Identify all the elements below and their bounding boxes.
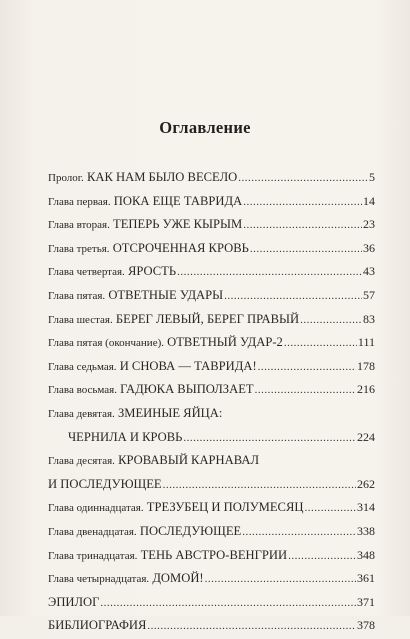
toc-entry-title: ТЕНЬ АВСТРО-ВЕНГРИИ — [140, 547, 288, 562]
toc-entry-prefix: Глава девятая. — [48, 407, 115, 420]
toc-entry-title: ТЕПЕРЬ УЖЕ КЫРЫМ — [113, 217, 243, 232]
toc-entry-title: ТРЕЗУБЕЦ И ПОЛУМЕСЯЦ — [146, 500, 304, 515]
toc-entry-prefix: Глава пятая (окончание). — [48, 337, 164, 350]
toc-entry-page: 348 — [357, 547, 375, 562]
toc-entry-title: ЧЕРНИЛА И КРОВЬ — [68, 429, 183, 444]
leader-dots — [177, 261, 362, 285]
toc-entry-prefix: Глава четырнадцатая. — [48, 573, 150, 586]
toc-entry-label — [48, 190, 242, 215]
toc-entry — [48, 426, 375, 450]
toc-entry-prefix: Глава десятая. — [48, 455, 115, 468]
toc-entry — [48, 237, 375, 261]
toc-entry — [48, 544, 375, 568]
toc-entry — [48, 591, 375, 615]
toc-entry-page: 36 — [363, 240, 375, 255]
toc-entry — [48, 213, 375, 237]
toc-entry-label — [48, 402, 222, 427]
toc-entry-label — [48, 213, 242, 238]
toc-entry-label — [48, 496, 303, 521]
leader-dots — [205, 568, 356, 592]
toc-entry — [48, 284, 375, 308]
leader-dots — [163, 474, 356, 498]
toc-entry-label — [48, 520, 241, 545]
leader-dots — [250, 238, 362, 262]
leader-dots — [304, 497, 356, 521]
leader-dots — [238, 167, 368, 191]
toc-entry-page: 262 — [357, 476, 375, 491]
toc-entry-title: БИБЛИОГРАФИЯ — [48, 618, 147, 633]
toc-entry-prefix: Глава шестая. — [48, 313, 113, 326]
toc-entry-page: 338 — [357, 523, 375, 538]
table-of-contents — [48, 166, 375, 638]
leader-dots — [255, 379, 356, 403]
toc-entry-page: 178 — [357, 358, 375, 373]
leader-dots — [243, 191, 362, 215]
toc-entry-prefix: Глава четвертая. — [48, 266, 125, 279]
toc-entry-prefix: Глава третья. — [48, 242, 110, 255]
toc-entry-prefix: Глава седьмая. — [48, 360, 117, 373]
toc-entry-title: ОТСРОЧЕННАЯ КРОВЬ — [112, 240, 249, 255]
leader-dots — [284, 332, 357, 356]
leader-dots — [258, 356, 356, 380]
toc-entry-label — [48, 591, 99, 616]
toc-entry-prefix: Пролог. — [48, 172, 84, 184]
toc-entry-page: 216 — [357, 382, 375, 397]
leader-dots — [243, 214, 362, 238]
toc-entry-label — [48, 378, 254, 403]
toc-entry-prefix: Глава тринадцатая. — [48, 549, 138, 562]
toc-entry — [48, 449, 375, 473]
toc-entry-prefix: Глава первая. — [48, 195, 111, 208]
leader-dots — [224, 285, 362, 309]
toc-entry — [48, 378, 375, 402]
page-title: Оглавление — [159, 118, 251, 137]
toc-entry-title: КАК НАМ БЫЛО ВЕСЕЛО — [86, 170, 238, 184]
toc-entry-page: 83 — [363, 311, 375, 326]
toc-entry — [48, 355, 375, 379]
toc-entry-label — [48, 237, 249, 262]
toc-entry-page: 371 — [357, 594, 375, 609]
toc-entry — [48, 473, 375, 497]
toc-entry — [48, 331, 375, 355]
toc-entry-title: ОТВЕТНЫЕ УДАРЫ — [108, 287, 224, 302]
toc-entry-label — [48, 166, 237, 191]
toc-entry-page: 14 — [363, 193, 375, 208]
toc-entry-page: 314 — [357, 500, 375, 515]
leader-dots — [288, 545, 356, 569]
toc-entry-page: 43 — [363, 264, 375, 279]
toc-entry-label — [48, 331, 283, 356]
toc-entry — [48, 402, 375, 426]
toc-entry — [48, 260, 375, 284]
toc-entry-prefix: Глава пятая. — [48, 289, 106, 302]
toc-entry-page: 361 — [357, 571, 375, 586]
toc-entry-label — [48, 567, 204, 592]
leader-dots — [147, 615, 356, 639]
toc-entry-prefix: Глава одиннадцатая. — [48, 502, 144, 515]
toc-entry-label — [48, 473, 162, 498]
toc-entry-title: И ПОСЛЕДУЮЩЕЕ — [48, 476, 162, 491]
toc-entry-prefix: Глава восьмая. — [48, 384, 117, 397]
toc-entry-label — [48, 260, 176, 285]
toc-entry-label — [48, 308, 299, 333]
toc-entry-page: 5 — [369, 170, 375, 184]
toc-entry — [48, 520, 375, 544]
toc-entry-title: ЗМЕИНЫЕ ЯЙЦА: — [117, 405, 223, 420]
toc-entry-label — [48, 426, 182, 451]
toc-entry-prefix: Глава двенадцатая. — [48, 525, 137, 538]
toc-entry-prefix: Глава вторая. — [48, 219, 110, 232]
toc-entry — [48, 496, 375, 520]
toc-entry — [48, 166, 375, 190]
leader-dots — [300, 309, 362, 333]
toc-entry-label — [48, 614, 146, 639]
toc-entry — [48, 614, 375, 638]
toc-entry-title: ПОКА ЕЩЕ ТАВРИДА — [113, 193, 243, 208]
toc-entry-page: 23 — [363, 217, 375, 232]
toc-entry-title: ДОМОЙ! — [152, 571, 204, 586]
toc-entry-title: ПОСЛЕДУЮЩЕЕ — [139, 523, 242, 538]
toc-entry-page: 57 — [363, 287, 375, 302]
toc-entry-label — [48, 355, 257, 380]
toc-entry — [48, 308, 375, 332]
toc-entry-label — [48, 284, 223, 309]
leader-dots — [242, 521, 356, 545]
leader-dots — [183, 427, 356, 451]
toc-entry-title: ЭПИЛОГ — [48, 594, 100, 609]
toc-entry-title: БЕРЕГ ЛЕВЫЙ, БЕРЕГ ПРАВЫЙ — [115, 311, 300, 326]
toc-entry-title: ЯРОСТЬ — [127, 264, 177, 279]
toc-entry-title: И СНОВА — ТАВРИДА! — [119, 358, 257, 373]
toc-entry-page: 224 — [357, 429, 375, 444]
toc-entry-page: 378 — [357, 618, 375, 633]
toc-entry-title: ГАДЮКА ВЫПОЛЗАЕТ — [120, 382, 254, 397]
toc-entry-page: 111 — [357, 335, 375, 350]
toc-entry — [48, 190, 375, 214]
toc-entry-title: ОТВЕТНЫЙ УДАР-2 — [167, 335, 283, 350]
toc-entry-title: КРОВАВЫЙ КАРНАВАЛ — [118, 453, 259, 468]
leader-dots — [100, 592, 356, 616]
toc-entry — [48, 567, 375, 591]
toc-entry-label — [48, 449, 259, 474]
toc-entry-label — [48, 544, 287, 569]
